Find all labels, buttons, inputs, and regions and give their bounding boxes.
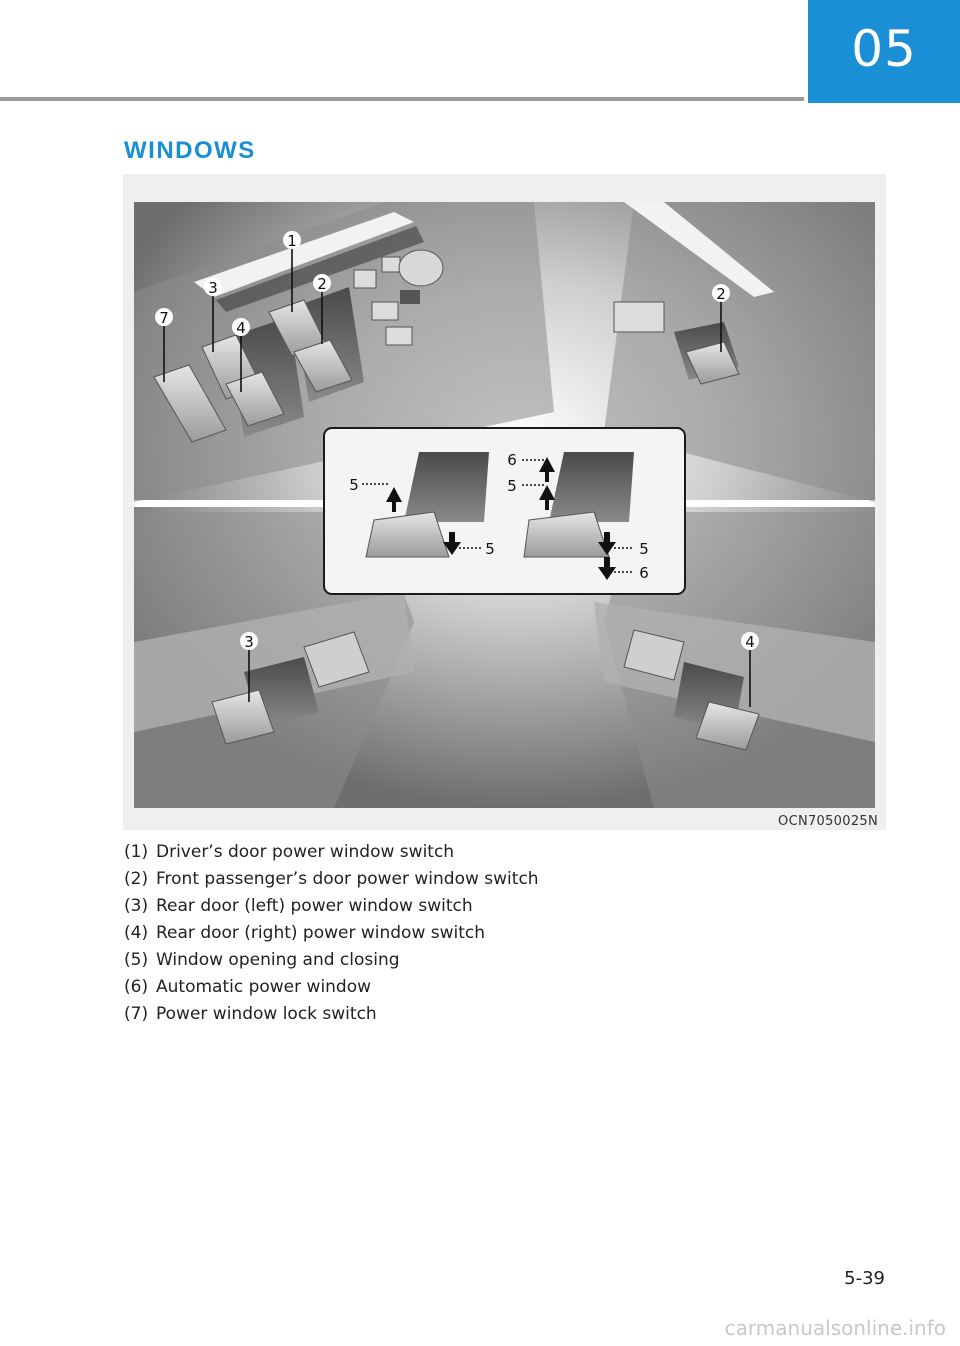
mirror-fold-button xyxy=(382,257,400,272)
mirror-joystick xyxy=(399,250,443,286)
legend-text: Window opening and closing xyxy=(156,949,400,970)
mirror-control-button xyxy=(354,270,376,288)
door-unlock-button xyxy=(386,327,412,345)
legend-number: (6) xyxy=(124,976,149,997)
legend-number: (2) xyxy=(124,868,149,889)
inset-label-5-left-up: 5 xyxy=(349,476,359,494)
inset-right-switch-well xyxy=(549,452,634,522)
page-number: 5-39 xyxy=(844,1268,885,1289)
callout-label-1: 1 xyxy=(287,232,297,250)
legend-text: Rear door (left) power window switch xyxy=(156,895,473,916)
callout-label-3-rear: 3 xyxy=(244,633,254,651)
legend-text: Front passenger’s door power window switch xyxy=(156,868,539,889)
mirror-selector xyxy=(400,290,420,304)
inset-right-switch xyxy=(524,512,609,557)
callout-label-2-driver: 2 xyxy=(317,275,327,293)
legend-number: (4) xyxy=(124,922,149,943)
door-lock-button xyxy=(372,302,398,320)
legend-item xyxy=(124,1000,539,1027)
inset-left-switch-well xyxy=(404,452,489,522)
callout-label-2-passenger: 2 xyxy=(716,285,726,303)
inset-label-5-left-down: 5 xyxy=(485,540,495,558)
chapter-number: 05 xyxy=(851,19,917,78)
legend-number: (7) xyxy=(124,1003,149,1024)
legend-item xyxy=(124,865,539,892)
callout-label-4-driver: 4 xyxy=(236,319,246,337)
legend-text: Rear door (right) power window switch xyxy=(156,922,486,943)
inset-label-6-right-down: 6 xyxy=(639,564,649,582)
inset-label-5-right-up: 5 xyxy=(507,477,517,495)
inset-label-6-right-up: 6 xyxy=(507,451,517,469)
legend-item xyxy=(124,946,539,973)
passenger-lock-button xyxy=(614,302,664,332)
legend-item xyxy=(124,838,539,865)
inset-label-5-right-down: 5 xyxy=(639,540,649,558)
section-title: WINDOWS xyxy=(124,137,256,164)
legend-text: Automatic power window xyxy=(156,976,372,997)
legend-text: Driver’s door power window switch xyxy=(156,841,455,862)
legend-number: (1) xyxy=(124,841,149,862)
watermark: carmanualsonline.info xyxy=(724,1316,946,1340)
legend-item xyxy=(124,919,539,946)
legend-item xyxy=(124,892,539,919)
callout-label-3-driver: 3 xyxy=(208,279,218,297)
legend-text: Power window lock switch xyxy=(156,1003,377,1024)
figure-code: OCN7050025N xyxy=(778,814,878,829)
chapter-tab xyxy=(808,0,960,103)
legend-number: (3) xyxy=(124,895,149,916)
legend-list xyxy=(124,838,539,1027)
callout-label-4-rear: 4 xyxy=(745,633,755,651)
legend-item xyxy=(124,973,539,1000)
window-switch-illustration xyxy=(134,202,875,808)
callout-label-7: 7 xyxy=(159,309,169,327)
legend-number: (5) xyxy=(124,949,149,970)
header-rule xyxy=(0,97,804,101)
